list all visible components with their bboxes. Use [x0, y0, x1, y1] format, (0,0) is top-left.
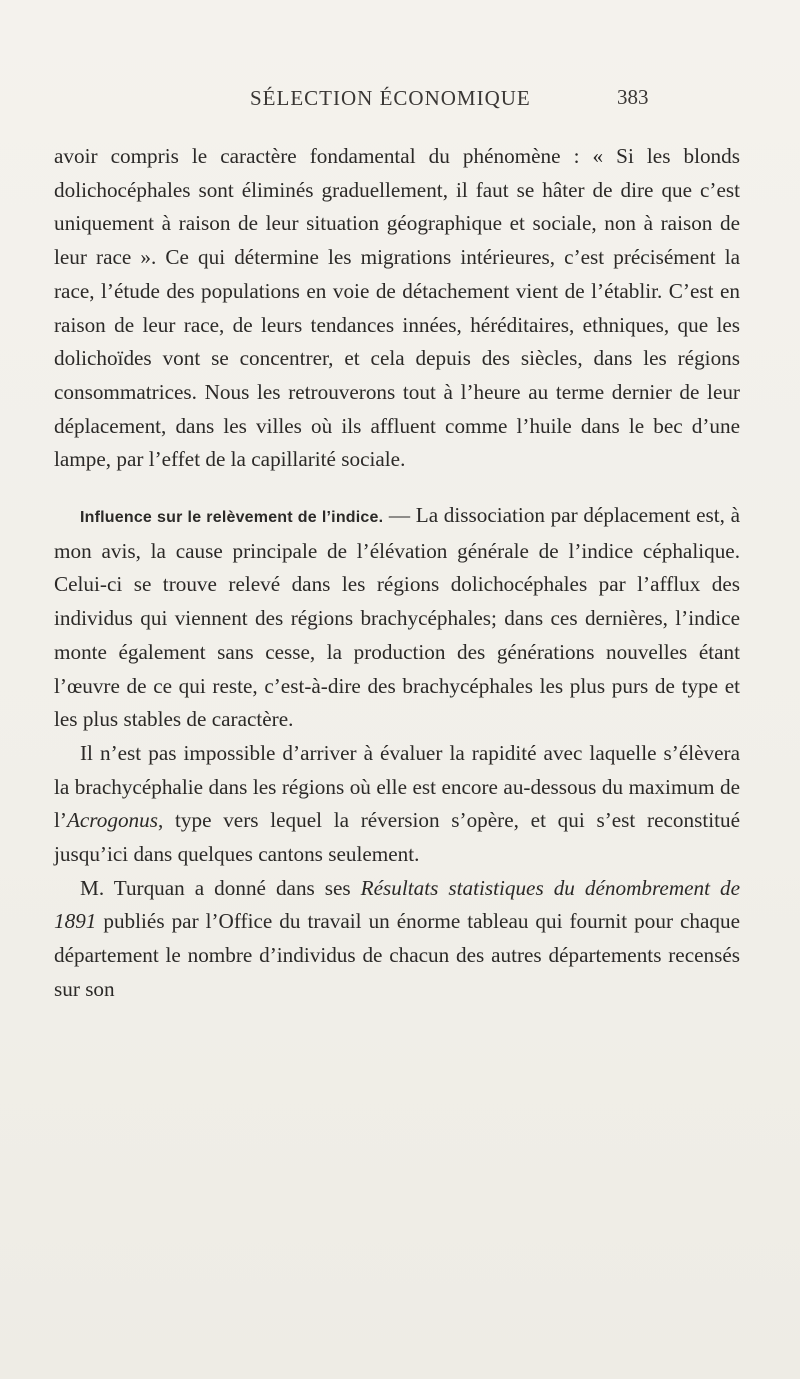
body-text	[54, 140, 740, 1007]
paragraph-4-text-b: publiés par l’Office du travail un énorme tableau qui fournit pour chaque département le nombre d’individus de chacun des autres départements recensés sur son	[54, 909, 740, 1001]
paragraph-2	[54, 499, 740, 737]
section-heading: Influence sur le relèvement de l’indice.	[80, 509, 384, 527]
paragraph-4-italic: Résultats statistiques du dénombrement de 1891	[54, 875, 740, 934]
page-number: 383	[617, 85, 649, 109]
paragraph-1: avoir compris le caractère fondamental du phénomène : « Si les blonds dolichocéphales sont éliminés graduellement, il faut se hâter de dire que c’est uniquement à raison de leur situation géographique et sociale, non à raison de leur race ». Ce qui détermine les migrations intérieures, c’est précisément la race, l’étude des populations en voie de détachement vient de l’établir. C’est en raison de leur race, de leurs tendances innées, héréditaires, ethniques, que les dolichoïdes vont se concentrer, et cela depuis des siècles, dans les régions consommatrices. Nous les retrouverons tout à l’heure au terme dernier de leur déplacement, dans les villes où ils affluent comme l’huile dans le bec d’une lampe, par l’effet de la capillarité sociale.	[54, 144, 740, 472]
paragraph-2-text: — La dissociation par déplacement est, à mon avis, la cause principale de l’élévation générale de l’indice céphalique. Celui-ci se trouve relevé dans les régions dolichocéphales par l’afflux des individus qui viennent des régions brachycéphales; dans ces dernières, l’indice monte également sans cesse, la production des générations nouvelles étant l’œuvre de ce qui reste, c’est-à-dire des brachycéphales les plus purs de type et les plus stables de caractère.	[54, 503, 740, 732]
paragraph-3-text-a: Il n’est pas impossible d’arriver à évaluer la rapidité avec laquelle s’élèvera la brachycéphalie dans les régions où elle est encore au-dessous du maximum de l’	[54, 740, 740, 833]
paragraph-3-italic: Acrogonus	[66, 808, 158, 833]
paragraph-4	[54, 872, 740, 1007]
running-title: SÉLECTION ÉCONOMIQUE	[250, 86, 531, 110]
paragraph-3-text-b: , type vers lequel la réversion s’opère, et qui s’est reconstitué jusqu’ici dans quelques cantons seulement.	[54, 808, 740, 867]
paragraph-3	[54, 737, 740, 872]
paragraph-4-text-a: M. Turquan a donné dans ses	[80, 875, 361, 900]
